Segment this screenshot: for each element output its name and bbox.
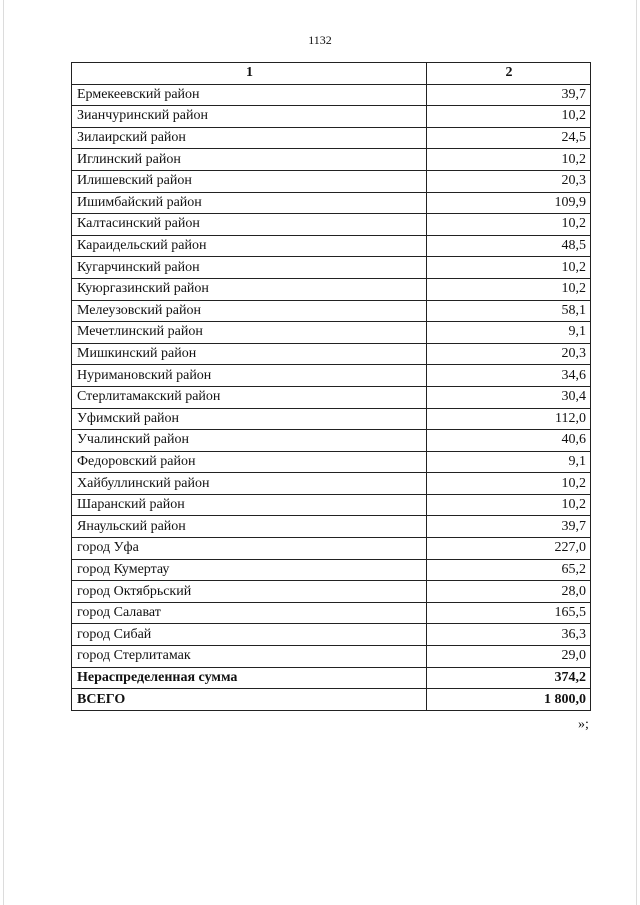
row-value-cell: 10,2: [427, 473, 591, 495]
row-name-cell: Калтасинский район: [72, 214, 427, 236]
row-value-cell: 30,4: [427, 386, 591, 408]
closing-quote: »;: [578, 717, 589, 732]
row-name-cell: город Сибай: [72, 624, 427, 646]
row-value-cell: 10,2: [427, 214, 591, 236]
row-name-cell: Мишкинский район: [72, 343, 427, 365]
table-header-row: [72, 63, 591, 85]
row-value-cell: 9,1: [427, 451, 591, 473]
table-row: [72, 343, 591, 365]
row-value-cell: 40,6: [427, 430, 591, 452]
row-value-cell: 20,3: [427, 343, 591, 365]
row-name-cell: Хайбуллинский район: [72, 473, 427, 495]
row-name-cell: Илишевский район: [72, 170, 427, 192]
row-value-cell: 374,2: [427, 667, 591, 689]
row-value-cell: 10,2: [427, 278, 591, 300]
table-row: [72, 322, 591, 344]
table-row: [72, 494, 591, 516]
table-row: [72, 300, 591, 322]
table-row: [72, 430, 591, 452]
row-name-cell: Нуримановский район: [72, 365, 427, 387]
row-value-cell: 9,1: [427, 322, 591, 344]
table-body: [72, 63, 591, 711]
row-name-cell: город Салават: [72, 602, 427, 624]
table-row: [72, 386, 591, 408]
row-name-cell: Зилаирский район: [72, 127, 427, 149]
table-row: [72, 170, 591, 192]
row-name-cell: Учалинский район: [72, 430, 427, 452]
row-name-cell: Нераспределенная сумма: [72, 667, 427, 689]
row-value-cell: 10,2: [427, 149, 591, 171]
header-cell-1: 1: [72, 63, 427, 85]
table-row: [72, 516, 591, 538]
row-name-cell: Караидельский район: [72, 235, 427, 257]
row-value-cell: 39,7: [427, 84, 591, 106]
row-name-cell: Ишимбайский район: [72, 192, 427, 214]
row-name-cell: Мечетлинский район: [72, 322, 427, 344]
row-name-cell: Кугарчинский район: [72, 257, 427, 279]
row-value-cell: 10,2: [427, 494, 591, 516]
table-row: [72, 84, 591, 106]
row-value-cell: 58,1: [427, 300, 591, 322]
table-row: [72, 602, 591, 624]
row-value-cell: 109,9: [427, 192, 591, 214]
row-name-cell: Уфимский район: [72, 408, 427, 430]
table-row: [72, 257, 591, 279]
row-value-cell: 29,0: [427, 646, 591, 668]
row-name-cell: Шаранский район: [72, 494, 427, 516]
row-name-cell: город Стерлитамак: [72, 646, 427, 668]
data-table: [71, 62, 591, 711]
row-name-cell: Иглинский район: [72, 149, 427, 171]
row-value-cell: 227,0: [427, 538, 591, 560]
row-name-cell: ВСЕГО: [72, 689, 427, 711]
row-name-cell: Ермекеевский район: [72, 84, 427, 106]
row-value-cell: 165,5: [427, 602, 591, 624]
row-name-cell: город Уфа: [72, 538, 427, 560]
row-name-cell: Куюргазинский район: [72, 278, 427, 300]
total-row: [72, 689, 591, 711]
table-row: [72, 538, 591, 560]
row-name-cell: Федоровский район: [72, 451, 427, 473]
row-value-cell: 39,7: [427, 516, 591, 538]
row-value-cell: 36,3: [427, 624, 591, 646]
page-number: 1132: [308, 33, 332, 47]
row-name-cell: город Кумертау: [72, 559, 427, 581]
table-row: [72, 278, 591, 300]
table-row: [72, 559, 591, 581]
unallocated-row: [72, 667, 591, 689]
table-row: [72, 149, 591, 171]
row-value-cell: 20,3: [427, 170, 591, 192]
row-value-cell: 10,2: [427, 257, 591, 279]
scan-edge-left: [3, 0, 4, 905]
table-row: [72, 408, 591, 430]
table-row: [72, 365, 591, 387]
row-name-cell: Мелеузовский район: [72, 300, 427, 322]
row-value-cell: 112,0: [427, 408, 591, 430]
scan-edge-right: [636, 0, 637, 905]
row-value-cell: 65,2: [427, 559, 591, 581]
row-name-cell: Янаульский район: [72, 516, 427, 538]
row-value-cell: 1 800,0: [427, 689, 591, 711]
table-row: [72, 646, 591, 668]
row-value-cell: 24,5: [427, 127, 591, 149]
table-row: [72, 581, 591, 603]
table-row: [72, 235, 591, 257]
table-row: [72, 127, 591, 149]
table-row: [72, 106, 591, 128]
header-cell-2: 2: [427, 63, 591, 85]
row-name-cell: город Октябрьский: [72, 581, 427, 603]
table-row: [72, 192, 591, 214]
table-row: [72, 214, 591, 236]
row-value-cell: 28,0: [427, 581, 591, 603]
row-value-cell: 48,5: [427, 235, 591, 257]
row-name-cell: Стерлитамакский район: [72, 386, 427, 408]
row-name-cell: Зианчуринский район: [72, 106, 427, 128]
table-row: [72, 451, 591, 473]
row-value-cell: 10,2: [427, 106, 591, 128]
table-row: [72, 624, 591, 646]
row-value-cell: 34,6: [427, 365, 591, 387]
table-row: [72, 473, 591, 495]
